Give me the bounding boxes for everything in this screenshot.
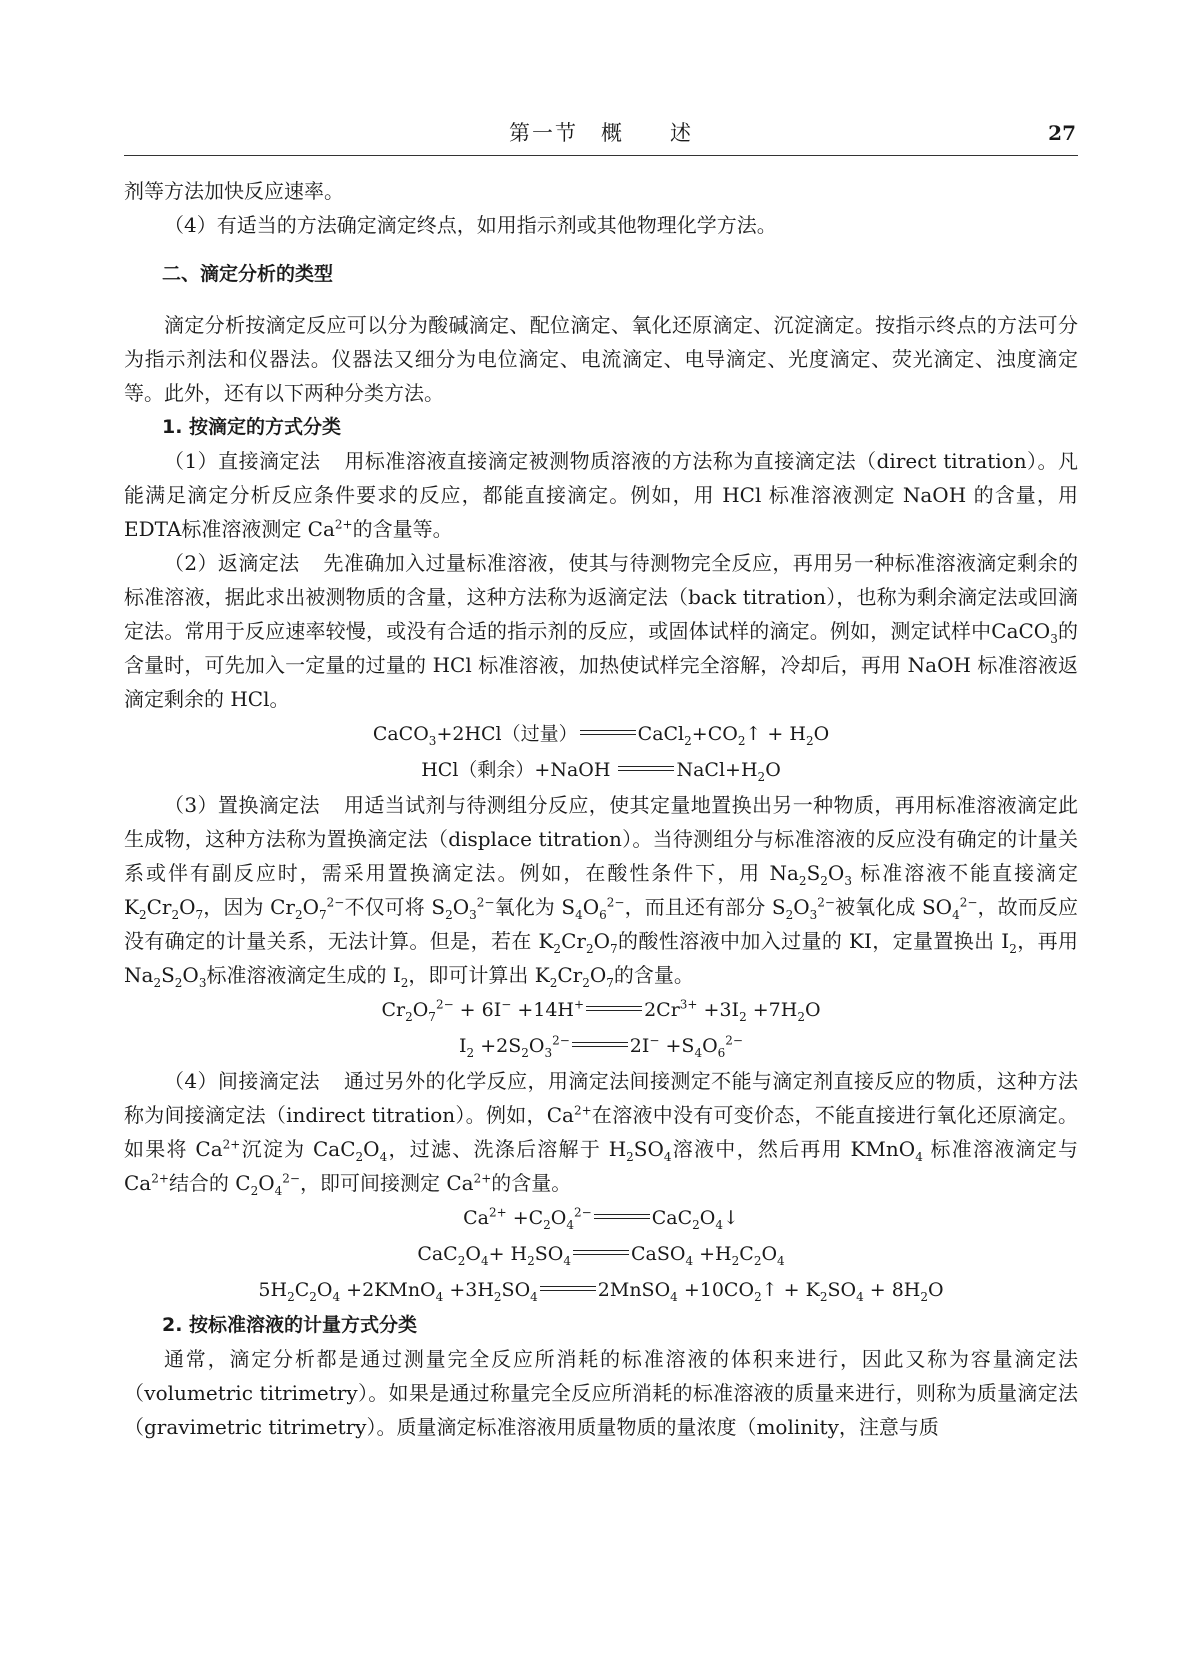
text: 的含量。 [613,963,694,987]
equation: CaCO$_3$+2HCl（过量） $CaCl_2+CO_2↑ + H_2O$ [372,723,830,748]
paragraph: 通常，滴定分析都是通过测量完全反应所消耗的标准溶液的体积来进行，因此又称为容量滴定法（volumetric titrimetry）。如果是通过称量完全反应所消耗的标准溶液的质量来进行，则称为质量滴定法（gravimetric titrimetry）。质量滴定标准溶液用质量物质的量浓度（molinity，注意与质 [124,1347,1078,1439]
text: 用适当试剂与待测组分反应，使其定量地置换出另一种物质，再用标准溶液滴定此生成物，这种方法称为置换滴定法（displace titration）。当待测组分与标准溶液的反应没有确定的计量关系或伴有副反应时，需采用置换滴定法。例如，在酸性条件下，用 [124,793,1078,885]
text: 标准溶液滴定生成的 [206,963,387,987]
text: 标准溶液不能直接滴定 [860,861,1079,885]
text: 溶液中，然后再用 [671,1137,843,1161]
equals-sign [594,1212,650,1222]
header-rule [124,155,1078,156]
text: ，再用 [1016,929,1079,953]
equation: $5H_2C_2O_4$ +2KMnO$_4$ $+3H_2SO_4$ 2MnSO$_4$ $+10CO_2↑ + K_2SO_4 + 8H_2O$ [258,1279,944,1304]
subsection-heading: 2. 按标准溶液的计量方式分类 [162,1314,418,1336]
equation: $Cr_2O_7^{2-} + 6I^- +14H^+$ $2Cr^{3+} +3I_2 +7H_2O$ [381,997,821,1024]
paragraph: 滴定分析按滴定反应可以分为酸碱滴定、配位滴定、氧化还原滴定、沉淀滴定。按指示终点的方法可分为指示剂法和仪器法。仪器法又细分为电位滴定、电流滴定、电导滴定、光度滴定、荧光滴定、浊度滴定等。此外，还有以下两种分类方法。 [124,313,1078,405]
text: 先准确加入过量标准溶液，使其与待测物完全反应，再用另一种标准溶液滴定剩余的标准溶液，据此求出被测物质的含量，这种方法称为返滴定法（back titration），也称为剩余滴定法或回滴定法。常用于反应速率较慢，或没有合适的指示剂的反应，或固体试样的滴定。例如，测定试样中 [124,551,1079,643]
equation: HCl（剩余）+NaOH $NaCl+H_2O$ [421,759,781,784]
equals-sign [580,728,636,738]
running-title: 第一节 概 述 [509,121,693,145]
paragraph-back-titration: （2）返滴定法 先准确加入过量标准溶液，使其与待测物完全反应，再用另一种标准溶液滴定剩余的标准溶液，据此求出被测物质的含量，这种方法称为返滴定法（back titration），也称为剩余滴定法或回滴定法。常用于反应速率较慢，或没有合适的指示剂的反应，或固体试样的滴定。例如，测定试样中CaCO$_3$的含量时，可先加入一定量的过量的 HCl 标准溶液，加热使试样完全溶解，冷却后，再用 NaOH 标准溶液返滴定剩余的 HCl。 [124,551,1079,711]
paragraph-indirect-titration: （4）间接滴定法 通过另外的化学反应，用滴定法间接测定不能与滴定剂直接反应的物质，这种方法称为间接滴定法（indirect titration）。例如，$Ca^{2+}$在溶液中没有可变价态，不能直接进行氧化还原滴定。如果将 $Ca^{2+}$沉淀为 $CaC_2O_4$，过滤、洗涤后溶解于 $H_2SO_4$溶液中，然后再用 KMnO$_4$ 标准溶液滴定与 $Ca^{2+}$结合的 $C_2O_4^{2-}$，即可间接测定 $Ca^{2+}$的含量。 [124,1069,1079,1198]
equation: $CaC_2O_4+ H_2SO_4$ CaSO$_4$ $+H_2C_2O_4$ [417,1243,785,1268]
paragraph: 剂等方法加快反应速率。 [124,179,344,203]
equals-sign [572,1040,628,1050]
subsection-heading: 1. 按滴定的方式分类 [162,416,342,438]
text: 的含量时，可先加入一定量的过量的 HCl 标准溶液，加热使试样完全溶解，冷却后，再用 NaOH 标准溶液返滴定剩余的 HCl。 [124,619,1079,711]
text: ，即可计算出 [408,963,529,987]
text: 的含量等。 [352,517,453,541]
item-lead: （3）置换滴定法 [164,793,320,817]
text: 标准溶液滴定与 [930,1137,1079,1161]
text: ，故而反应没有确定的计量关系，无法计算。但是，若在 [124,895,1078,953]
item-lead: （1）直接滴定法 [164,449,321,473]
text: ，即可间接测定 [300,1171,440,1195]
equation-label: （过量） [501,723,578,745]
text: 被氧化成 [834,895,916,919]
text: 在溶液中没有可变价态，不能直接进行氧化还原滴定。如果将 [124,1103,1078,1161]
section-heading: 二、滴定分析的类型 [162,263,334,285]
text: 用标准溶液直接滴定被测物质溶液的方法称为直接滴定法（direct titration）。凡能满足滴定分析反应条件要求的反应，都能直接滴定。例如，用 HCl 标准溶液测定 NaOH 的含量，用EDTA标准溶液测定 [124,449,1078,541]
text: 不仅可将 [344,895,425,919]
text: 的酸性溶液中加入过量的 KI，定量置换出 [617,929,995,953]
equation-label: （剩余） [458,759,535,781]
text: 沉淀为 [240,1137,306,1161]
equals-sign [540,1284,596,1294]
page-number: 27 [1048,121,1076,145]
equals-sign [573,1248,629,1258]
equation: $Ca^{2+} +C_2O_4^{2-}$ $CaC_2O_4↓$ [463,1205,739,1232]
equation: $I_2 +2S_2O_3^{2-}$ $2I^- +S_4O_6^{2-}$ [459,1033,743,1060]
text: 通过另外的化学反应，用滴定法间接测定不能与滴定剂直接反应的物质，这种方法称为间接滴定法（indirect titration）。例如， [124,1069,1078,1127]
item-lead: （4）间接滴定法 [164,1069,320,1093]
paragraph-replacement-titration: （3）置换滴定法 用适当试剂与待测组分反应，使其定量地置换出另一种物质，再用标准溶液滴定此生成物，这种方法称为置换滴定法（displace titration）。当待测组分与标准溶液的反应没有确定的计量关系或伴有副反应时，需采用置换滴定法。例如，在酸性条件下，用 $Na_2S_2O_3$ 标准溶液不能直接滴定 $K_2Cr_2O_7$，因为 $Cr_2O_7^{2-}$不仅可将 $S_2O_3^{2-}$氧化为 $S_4O_6^{2-}$，而且还有部分 $S_2O_3^{2-}$被氧化成 $SO_4^{2-}$，故而反应没有确定的计量关系，无法计算。但是，若在 $K_2Cr_2O_7$的酸性溶液中加入过量的 KI，定量置换出 $I_2$，再用 $Na_2S_2O_3$标准溶液滴定生成的 $I_2$，即可计算出 $K_2Cr_2O_7$的含量。 [124,793,1079,990]
text: 氧化为 [494,895,555,919]
text: ，因为 [203,895,264,919]
equals-sign [618,764,674,774]
text: ，而且还有部分 [624,895,766,919]
item-lead: （2）返滴定法 [164,551,300,575]
paragraph: （4）有适当的方法确定滴定终点，如用指示剂或其他物理化学方法。 [164,213,777,237]
paragraph-direct-titration: （1）直接滴定法 用标准溶液直接滴定被测物质溶液的方法称为直接滴定法（direct titration）。凡能满足滴定分析反应条件要求的反应，都能直接滴定。例如，用 HCl 标准溶液测定 NaOH 的含量，用EDTA标准溶液测定 $Ca^{2+}$的含量等。 [124,449,1078,541]
running-header [124,118,1078,152]
text: 的含量。 [491,1171,572,1195]
body-text [124,174,1078,1444]
equals-sign [586,1004,642,1014]
text: ，过滤、洗涤后溶解于 [387,1137,602,1161]
text: 结合的 [168,1171,229,1195]
